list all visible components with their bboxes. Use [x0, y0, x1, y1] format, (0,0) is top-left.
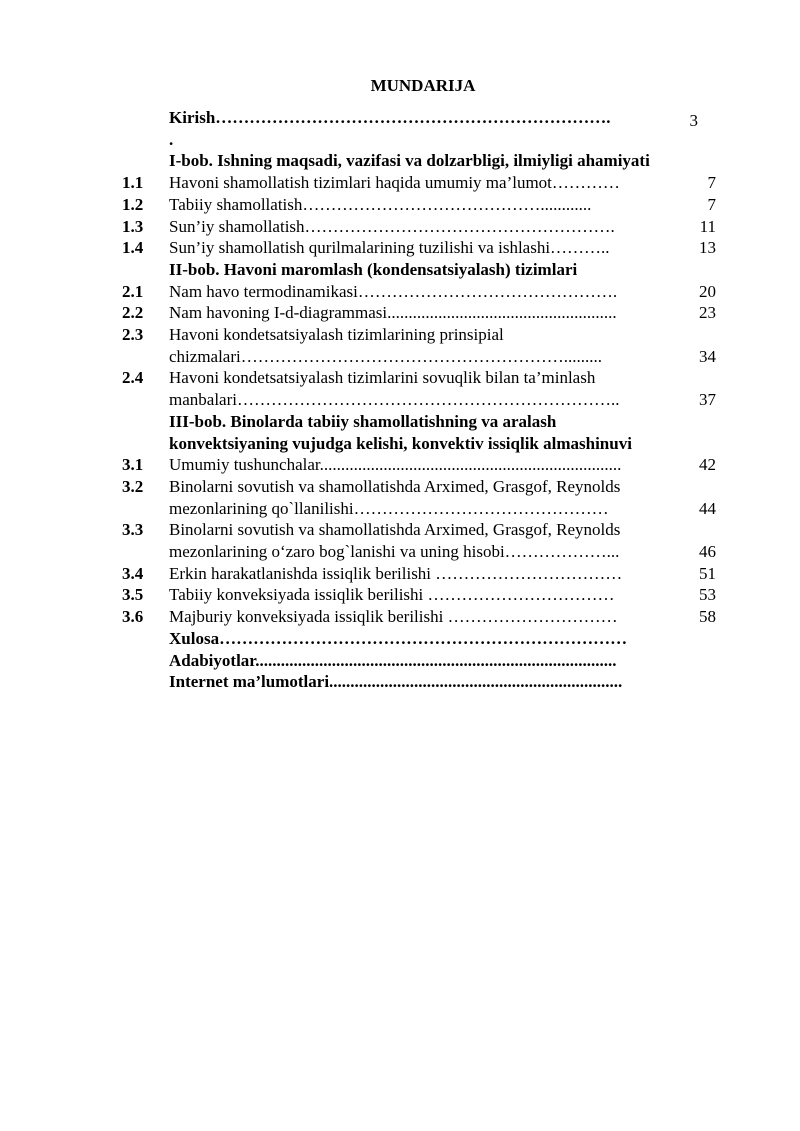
toc-entry-text: Havoni kondetsatsiyalash tizimlarini sovuqlik bilan ta’minlash manbalari…………………………………………………………..: [169, 368, 620, 410]
toc-entry: [0, 150, 800, 172]
toc-entry-text: Internet ma’lumotlari.....................................................................: [169, 672, 623, 692]
toc-entry-number: 2.2: [122, 303, 144, 323]
toc-entry-text: Kirish…………………………………………………………….: [169, 108, 611, 127]
toc-entry-text: Xulosa………………………………………………………………: [169, 628, 628, 648]
toc-entry: [0, 324, 800, 367]
toc-entry: [0, 411, 800, 454]
toc-entry-page: 34: [699, 346, 716, 366]
toc-entry-page: 37: [699, 390, 716, 410]
toc-entry: [0, 454, 800, 476]
toc-entry-text: Nam havo termodinamikasi……………………………………….: [169, 281, 618, 301]
toc-entry: [0, 584, 800, 606]
toc-entry-text: Binolarni sovutish va shamollatishda Arximed, Grasgof, Reynolds mezonlarining o‘zaro bog`lanishi va uning hisobi………………...: [169, 520, 621, 562]
toc-entry-number: 1.4: [122, 238, 144, 258]
toc-entry-page: 44: [699, 498, 716, 518]
toc-entry-page: 20: [699, 281, 716, 301]
toc-entry-number: 1.3: [122, 216, 144, 236]
toc-entry-text: I-bob. Ishning maqsadi, vazifasi va dolzarbligi, ilmiyligi ahamiyati: [169, 151, 650, 171]
toc-entry: [0, 671, 800, 693]
toc-entry-text: Tabiiy shamollatish……………………………………............: [169, 194, 592, 214]
toc-entry: [0, 194, 800, 216]
toc-entry-number: 1.2: [122, 194, 144, 214]
toc-entry: [0, 563, 800, 585]
toc-entry: [0, 476, 800, 519]
toc-entry: [0, 367, 800, 410]
toc-entry-number: 3.3: [122, 520, 144, 540]
document-title: MUNDARIJA: [370, 76, 476, 95]
toc-entry-text: Umumiy tushunchalar.......................................................................: [169, 455, 622, 475]
toc-entry-text: Sun’iy shamollatish……………………………………………….: [169, 216, 615, 236]
toc-entry-text: Majburiy konveksiyada issiqlik berilishi …………………………: [169, 607, 618, 627]
toc-entry: [0, 628, 800, 650]
toc-entry-page: 53: [699, 585, 716, 605]
toc-entry-text: Erkin harakatlanishda issiqlik berilishi ……………………………: [169, 563, 623, 583]
toc-entry-number: 3.4: [122, 563, 144, 583]
toc-entry-page: 58: [699, 607, 716, 627]
toc-entry-page: 13: [699, 238, 716, 258]
toc-entry-number: 3.2: [122, 476, 144, 496]
toc-entry-text: Havoni shamollatish tizimlari haqida umumiy ma’lumot…………: [169, 173, 620, 193]
toc-entry-text: .: [169, 129, 174, 149]
toc-entry: [0, 606, 800, 628]
toc-entry-text: II-bob. Havoni maromlash (kondensatsiyalash) tizimlari: [169, 259, 578, 279]
toc-entry-page: 7: [707, 173, 716, 193]
toc-entry: [0, 519, 800, 562]
toc-entry: [0, 107, 800, 129]
toc-entry-text: III-bob. Binolarda tabiiy shamollatishning va aralash konvektsiyaning vujudga kelishi, konvektiv issiqlik almashinuvi: [169, 411, 632, 453]
toc-entry-page: 46: [699, 542, 716, 562]
toc-entry-number: 3.1: [122, 455, 144, 475]
toc-entry-text: Tabiiy konveksiyada issiqlik berilishi ……………………………: [169, 585, 615, 605]
toc-entry: [0, 216, 800, 238]
toc-entry-number: 2.3: [122, 325, 144, 345]
toc-entry: [0, 650, 800, 672]
table-of-contents: [0, 107, 800, 693]
toc-entry: [0, 237, 800, 259]
toc-entry-page: 11: [699, 216, 716, 236]
toc-entry: [0, 129, 800, 151]
toc-entry-page: 7: [707, 194, 716, 214]
toc-entry: [0, 259, 800, 281]
toc-entry-text: Sun’iy shamollatish qurilmalarining tuzilishi va ishlashi………..: [169, 238, 610, 258]
toc-entry-number: 3.5: [122, 585, 144, 605]
toc-entry-text: Nam havoning I-d-diagrammasi......................................................: [169, 303, 617, 323]
toc-entry-text: Adabiyotlar.....................................................................................: [169, 650, 617, 670]
toc-entry-page: 3: [689, 111, 698, 130]
toc-entry-number: 2.1: [122, 281, 144, 301]
toc-entry-number: 2.4: [122, 368, 144, 388]
toc-entry: [0, 281, 800, 303]
toc-entry-text: Havoni kondetsatsiyalash tizimlarining prinsipial chizmalari………………………………………………….........: [169, 325, 602, 366]
toc-entry-number: 3.6: [122, 607, 144, 627]
toc-entry: [0, 302, 800, 324]
toc-entry: [0, 172, 800, 194]
toc-entry-page: 23: [699, 303, 716, 323]
toc-entry-page: 51: [699, 563, 716, 583]
toc-entry-number: 1.1: [122, 173, 144, 193]
toc-entry-text: Binolarni sovutish va shamollatishda Arximed, Grasgof, Reynolds mezonlarining qo`llanilishi………………………………………: [169, 476, 621, 518]
toc-entry-page: 42: [699, 455, 716, 475]
